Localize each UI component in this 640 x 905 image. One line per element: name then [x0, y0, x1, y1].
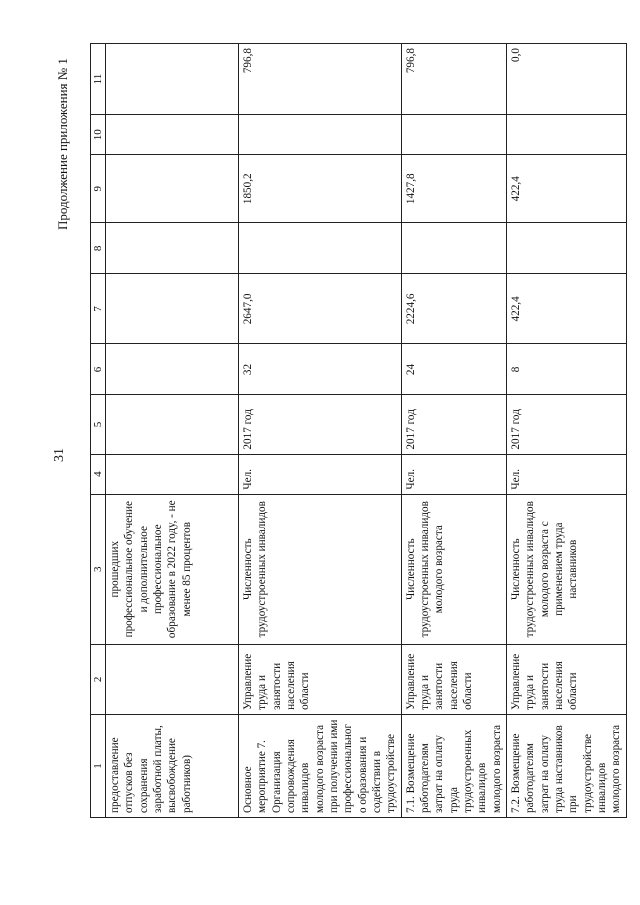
table-cell: 32 [239, 344, 402, 395]
table-cell: Управление труда и занятости населения области [239, 644, 402, 714]
table-cell: прошедших профессиональное обучение и дополнительное профессиональное образование в 2022 году, - не менее 85 процентов [106, 494, 239, 644]
table-cell: 1427,8 [401, 155, 506, 223]
table-cell: Чел. [239, 454, 402, 494]
table-cell: Численность трудоустроенных инвалидов молодого возраста [401, 494, 506, 644]
table-cell [106, 644, 239, 714]
col-header: 3 [91, 494, 106, 644]
table-cell [106, 395, 239, 454]
table-cell: Чел. [506, 454, 626, 494]
table-cell: 8 [506, 344, 626, 395]
table-row [506, 44, 626, 818]
table-cell [401, 223, 506, 274]
col-header: 2 [91, 644, 106, 714]
table-cell: 7.2. Возмещение работодателям затрат на оплату труда наставников при трудоустройстве инвалидов молодого возраста [506, 714, 626, 817]
table-cell: Чел. [401, 454, 506, 494]
col-header: 9 [91, 155, 106, 223]
table-cell: 1850,2 [239, 155, 402, 223]
col-header: 1 [91, 714, 106, 817]
table-cell: 422,4 [506, 155, 626, 223]
table-cell [401, 115, 506, 155]
col-header: 11 [91, 44, 106, 115]
col-header: 8 [91, 223, 106, 274]
table-cell: 796,8 [401, 44, 506, 115]
table-cell [106, 155, 239, 223]
table-cell [106, 344, 239, 395]
table-cell [506, 115, 626, 155]
table-cell: предоставление отпусков без сохранения заработной платы, высвобождение работников) [106, 714, 239, 817]
table-cell [239, 115, 402, 155]
table-cell: 2017 год [506, 395, 626, 454]
appendix-table [90, 43, 627, 818]
table-cell: 24 [401, 344, 506, 395]
table-cell: Управление труда и занятости населения области [506, 644, 626, 714]
table-cell: 0,0 [506, 44, 626, 115]
rotated-table-sheet [90, 43, 623, 818]
table-cell: 2647,0 [239, 274, 402, 344]
table-cell [106, 115, 239, 155]
table-cell: Численность трудоустроенных инвалидов молодого возраста с применением труда наставников [506, 494, 626, 644]
table-cell: 796,8 [239, 44, 402, 115]
table-row [106, 44, 239, 818]
table-cell [106, 454, 239, 494]
table-cell [106, 274, 239, 344]
page-number: 31 [52, 448, 67, 462]
table-cell [506, 223, 626, 274]
table-cell: Основное мероприятие 7. Организация сопровождения инвалидов молодого возраста при получении ими профессионального образования и содействии в трудоустройстве [239, 714, 402, 817]
header-row [91, 44, 106, 818]
col-header: 6 [91, 344, 106, 395]
continuation-caption: Продолжение приложения № 1 [55, 58, 70, 230]
table-cell [106, 44, 239, 115]
col-header: 7 [91, 274, 106, 344]
table-cell: 2017 год [401, 395, 506, 454]
table-row [239, 44, 402, 818]
table-row [401, 44, 506, 818]
table-cell [106, 223, 239, 274]
col-header: 4 [91, 454, 106, 494]
table-cell: 2017 год [239, 395, 402, 454]
table-cell: Управление труда и занятости населения области [401, 644, 506, 714]
table-cell: Численность трудоустроенных инвалидов [239, 494, 402, 644]
table-cell: 2224,6 [401, 274, 506, 344]
table-cell [239, 223, 402, 274]
table-cell: 7.1. Возмещение работодателям затрат на оплату труда трудоустроенных инвалидов молодого возраста [401, 714, 506, 817]
table-cell: 422,4 [506, 274, 626, 344]
col-header: 10 [91, 115, 106, 155]
col-header: 5 [91, 395, 106, 454]
